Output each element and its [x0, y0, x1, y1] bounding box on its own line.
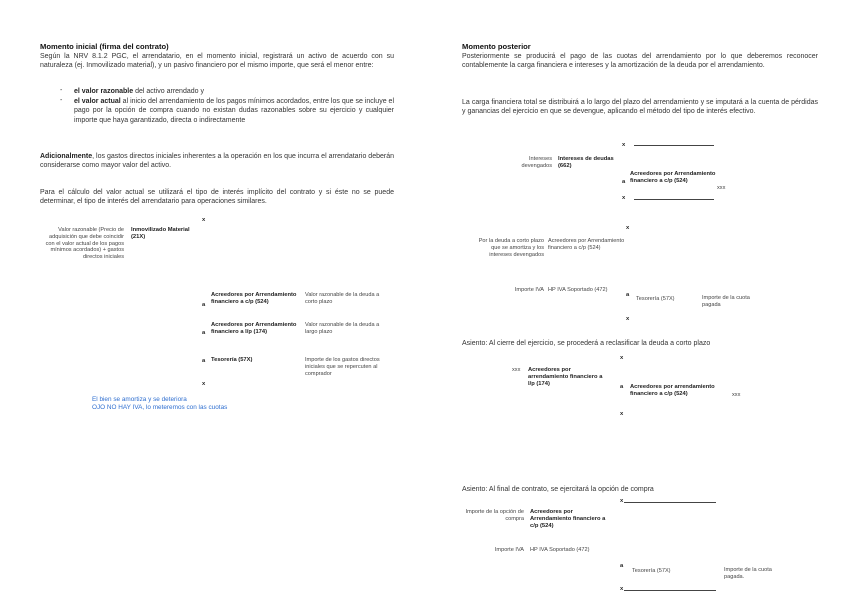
- entry3-amount-right: xxx: [732, 392, 741, 398]
- bullet-fair-value: el valor razonable del activo arrendado y: [74, 88, 204, 95]
- entry4-top-marker: x: [620, 498, 624, 504]
- bullet-present-value: el valor actual al inicio del arrendamiento de los pagos mínimos acordados, entre los que se incluye el pago por la opción de compra cuando no existan dudas razonables sobre su ejercicio y cualquier importe que haya garantizado, directa o indirectamente: [74, 98, 394, 124]
- entry3-credit-account: Acreedores por arrendamiento financiero a c/p (524): [630, 384, 715, 397]
- entry2-credit-account: Tesorería (57X): [636, 296, 675, 302]
- credit-marker-57x: a: [202, 358, 206, 364]
- section-title-subsequent: Momento posterior: [462, 42, 531, 51]
- entry3-bottom-marker: x: [620, 411, 624, 417]
- entry1-top-marker: x: [622, 142, 626, 148]
- credit-marker-174: a: [202, 330, 206, 336]
- intro-paragraph: Según la NRV 8.1.2 PGC, el arrendatario, en el momento inicial, registrará un activo de acuerdo con su naturaleza (ej. Inmovilizado material), y un pasivo financiero por el mismo importe, que será el menor entre:: [40, 53, 394, 70]
- entry3-top-marker: x: [620, 355, 624, 361]
- entry4-note-vat: Importe IVA: [494, 547, 524, 553]
- blue-note-no-vat: OJO NO HAY IVA, lo meteremos con las cuotas: [92, 404, 228, 411]
- entry3-debit-account: Acreedores por arrendamiento financiero a l/p (174): [528, 367, 603, 387]
- entry2-credit-marker: a: [626, 292, 630, 298]
- credit-note-57x: Importe de los gastos directos iniciales que se repercuten al comprador: [305, 357, 380, 377]
- bullet-dash: -: [60, 97, 63, 104]
- credit-account-524: Acreedores por Arrendamiento financiero a c/p (524): [211, 292, 297, 305]
- asiento-end-contract: Asiento: Al final de contrato, se ejercitará la opción de compra: [462, 486, 654, 493]
- entry4-bottom-marker: x: [620, 586, 624, 592]
- entry3-amount-left: xxx: [512, 367, 521, 373]
- entry4-note-option: Importe de la opción de compra: [465, 509, 524, 522]
- credit-marker-524: a: [202, 302, 206, 308]
- entry4-account-472: HP IVA Soportado (472): [530, 547, 590, 553]
- subsequent-paragraph-1: Posteriormente se producirá el pago de las cuotas del arrendamiento por lo que deberemos reconocer contablemente la carga financiera e intereses y la amortización de la deuda por el arrendamiento.: [462, 53, 818, 70]
- entry4-account-524: Acreedores por Arrendamiento financiero a c/p (524): [530, 509, 606, 529]
- entry1-bottom-marker: x: [622, 195, 626, 201]
- subsequent-paragraph-2: La carga financiera total se distribuirá a lo largo del plazo del arrendamiento y se imputará a la cuenta de pérdidas y ganancias del ejercicio en que se devengue, aplicando el método del tipo de interés efectivo.: [462, 99, 818, 116]
- entry2-bottom-marker: x: [626, 316, 630, 322]
- entry4-bottom-line: [624, 590, 716, 591]
- entry3-credit-marker: a: [620, 384, 624, 390]
- entry1-credit-marker: a: [622, 179, 626, 185]
- entry2-note-debt: Por la deuda a corto plazo que se amortiza y los intereses devengados: [478, 238, 544, 258]
- debit-account-fixed-asset: Inmovilizado Material (21X): [131, 227, 190, 240]
- right-page: [424, 0, 848, 599]
- debit-note-fair-value: Valor razonable (Precio de adquisición que debe coincidir con el valor actual de los pagos mínimos acordados) + gastos directos iniciales: [45, 227, 124, 261]
- entry1-top-line: [634, 145, 714, 146]
- entry2-top-marker: x: [626, 225, 630, 231]
- credit-note-524: Valor razonable de la deuda a corto plazo: [305, 292, 380, 305]
- credit-account-57x: Tesorería (57X): [211, 357, 253, 363]
- entry-bottom-marker: x: [202, 381, 206, 387]
- entry2-account-524: Acreedores por Arrendamiento financiero a c/p (524): [548, 238, 625, 251]
- entry2-note-vat: Importe IVA: [514, 287, 544, 293]
- entry2-credit-note: Importe de la cuota pagada: [702, 295, 750, 308]
- entry2-account-472: HP IVA Soportado (472): [548, 287, 608, 293]
- entry1-credit-account: Acreedores por Arrendamiento financiero a c/p (524): [630, 171, 716, 184]
- entry4-top-line: [624, 502, 716, 503]
- entry4-credit-note: Importe de la cuota pagada.: [724, 567, 772, 580]
- calc-paragraph: Para el cálculo del valor actual se utilizará el tipo de interés implícito del contrato y si éste no se puede determinar, el tipo de interés del arrendatario para operaciones similares.: [40, 189, 394, 206]
- entry-top-marker: x: [202, 217, 206, 223]
- section-title-initial: Momento inicial (firma del contrato): [40, 42, 169, 51]
- entry1-bottom-line: [634, 199, 714, 200]
- blue-note-amortize: El bien se amortiza y se deteriora: [92, 396, 187, 403]
- asiento-year-end: Asiento: Al cierre del ejercicio, se procederá a reclasificar la deuda a corto plazo: [462, 340, 711, 347]
- entry4-credit-account: Tesorería (57X): [632, 568, 671, 574]
- bullet-dash: -: [60, 87, 63, 94]
- entry1-debit-account: Intereses de deudas (662): [558, 156, 614, 169]
- entry1-amount: xxx: [717, 185, 726, 191]
- entry1-debit-note: Intereses devengados: [521, 156, 552, 169]
- credit-note-174: Valor razonable de la deuda a largo plazo: [305, 322, 380, 335]
- credit-account-174: Acreedores por Arrendamiento financiero a l/p (174): [211, 322, 297, 335]
- additional-paragraph: Adicionalmente, los gastos directos iniciales inherentes a la operación en los que incurra el arrendatario deberán considerarse como mayor valor del activo.: [40, 153, 394, 170]
- entry4-credit-marker: a: [620, 563, 624, 569]
